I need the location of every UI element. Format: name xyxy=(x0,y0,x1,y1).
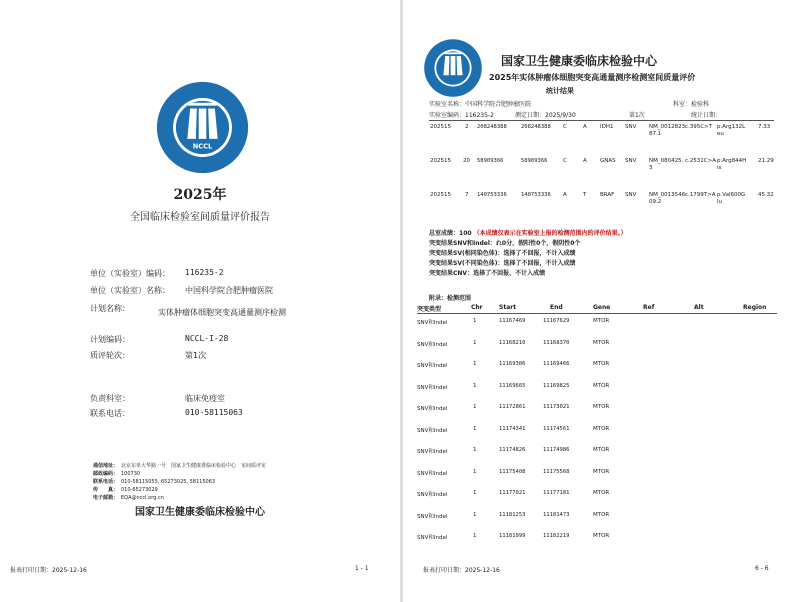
report-title: 全国临床检验室间质量评价报告 xyxy=(130,212,270,223)
summary-line: 突变结果CNV：选择了不回报，不计入成绩 xyxy=(429,270,546,277)
cell-end: 11177181 xyxy=(543,490,570,496)
field-value: NCCL-I-28 xyxy=(185,334,229,343)
col-header: Alt xyxy=(694,304,704,311)
cell-vaf: 7.33 xyxy=(758,124,771,130)
contact-value: 010-58115055, 65273025, 58115063 xyxy=(121,479,216,485)
dept-value: 检验科 xyxy=(691,101,710,108)
field-value: 010-58115063 xyxy=(185,408,243,417)
cell-transcript: NM_0013546 09.2 xyxy=(649,192,686,205)
cell-gene: GNAS xyxy=(600,158,616,164)
cell-gene: MTOR xyxy=(593,447,610,453)
cell-gene: MTOR xyxy=(593,425,610,432)
cell-type: SNV xyxy=(625,158,637,164)
range-row xyxy=(403,383,800,393)
cell-chr: 1 xyxy=(473,382,477,389)
cell-start: 11169306 xyxy=(499,361,526,367)
range-row xyxy=(403,340,800,350)
header-rule xyxy=(429,120,774,121)
field-label: 计划编码： xyxy=(90,335,130,344)
eval-date-value: 2025/9/30 xyxy=(545,112,576,119)
cell-end: 11167629 xyxy=(543,318,570,324)
eval-date-line xyxy=(515,110,576,119)
range-row xyxy=(403,533,800,543)
center-name: 国家卫生健康委临床检验中心 xyxy=(501,54,658,68)
range-row xyxy=(403,318,800,328)
cell-type: SNV xyxy=(625,192,637,198)
cell-gene: MTOR xyxy=(593,361,610,367)
cell-protein: p.Arg844H is xyxy=(717,158,747,171)
section-title: 统计结果 xyxy=(546,87,574,95)
range-row xyxy=(403,512,800,522)
cell-gene: MTOR xyxy=(593,318,610,324)
cell-end: 11169825 xyxy=(543,382,570,389)
lab-name-label: 实验室名称： xyxy=(429,101,466,108)
result-row xyxy=(403,124,800,144)
print-date: 报表打印日期：2025-12-16 xyxy=(10,567,87,574)
lab-name-line xyxy=(429,99,531,108)
cell-ref: A xyxy=(563,192,567,198)
score-note: （本成绩仅表示在实验室上报的检测范围内的评价结果。） xyxy=(473,230,627,237)
contact-value: 100730 xyxy=(121,471,141,477)
cell-sample: 202515 xyxy=(430,158,451,164)
cell-cdna: c.1799T>A xyxy=(685,192,716,198)
cell-end: 11169466 xyxy=(543,361,570,367)
field-label: 联系电话： xyxy=(90,409,130,418)
field-value: 实体肿瘤体细胞突变高通量测序检测 xyxy=(158,308,286,317)
cell-no: 2 xyxy=(465,124,469,130)
cell-vaf: 21.29 xyxy=(758,158,774,164)
col-header: Ref xyxy=(643,304,655,311)
range-row xyxy=(403,404,800,414)
cell-start: 208248388 xyxy=(477,124,507,130)
cell-gene: MTOR xyxy=(593,533,610,539)
range-row xyxy=(403,490,800,500)
field-value: 中国科学院合肥肿瘤医院 xyxy=(185,286,273,295)
appendix-title: 附录：检测范围 xyxy=(429,295,472,302)
cell-end: 58909366 xyxy=(521,158,548,164)
cell-chr: 1 xyxy=(473,318,477,324)
cell-chr: 1 xyxy=(473,361,477,367)
statistics-page xyxy=(403,0,800,602)
cell-protein: p.Val600G lu xyxy=(717,192,746,205)
cell-type: SNV和Indel xyxy=(417,363,448,369)
cell-cdna: c.2531C>A xyxy=(685,158,716,164)
summary-line: 突变结果SV(不同染色体)：选择了不回报，不计入成绩 xyxy=(429,260,576,267)
summary-line: 突变结果SNV和Indel：れ0分，假阳性0个，假阴性0个 xyxy=(429,240,581,247)
cell-end: 208248388 xyxy=(521,124,551,130)
field-label: 单位（实验室）名称： xyxy=(90,286,170,295)
result-row xyxy=(403,192,800,212)
col-header: Chr xyxy=(471,304,483,311)
field-value: 第1次 xyxy=(185,351,207,360)
col-header: Start xyxy=(499,304,517,311)
cell-chr: 1 xyxy=(473,404,477,410)
field-value: 116235-2 xyxy=(185,268,224,277)
field-label: 质评轮次： xyxy=(90,351,130,360)
cell-ref: C xyxy=(563,124,567,130)
cell-gene: MTOR xyxy=(593,404,610,410)
col-header: 突变类型 xyxy=(417,306,442,313)
cell-chr: 1 xyxy=(473,511,477,518)
summary-line: 突变结果SV(相同染色体)：选择了不回报，不计入成绩 xyxy=(429,250,576,257)
report-subtitle: 2025年实体肿瘤体细胞突变高通量测序检测室间质量评价 xyxy=(489,73,696,82)
dept-line xyxy=(673,99,709,108)
round-value: 第1次 xyxy=(629,112,645,119)
page-number: 1 - 1 xyxy=(355,565,369,572)
report-year: 2025年 xyxy=(173,187,227,203)
cell-end: 11173021 xyxy=(543,404,570,410)
contact-info xyxy=(93,462,266,502)
cell-protein: p.Arg132L eu xyxy=(717,124,746,137)
contact-key: 通信地址： xyxy=(93,463,119,469)
cell-chr: 1 xyxy=(473,490,477,496)
cell-type: SNV和Indel xyxy=(417,320,448,326)
cell-start: 58909366 xyxy=(477,158,504,164)
cell-type: SNV和Indel xyxy=(417,535,448,541)
cell-gene: MTOR xyxy=(593,490,610,496)
cell-type: SNV和Indel xyxy=(417,406,448,412)
field-label: 负责科室： xyxy=(90,394,130,403)
cell-transcript: NM_0012823 87.1 xyxy=(649,124,686,137)
cell-type: SNV xyxy=(625,124,637,130)
cell-no: 7 xyxy=(465,192,469,198)
cell-cdna: c.395C>T xyxy=(685,124,713,130)
page-number: 6 - 6 xyxy=(755,565,769,572)
col-header: Region xyxy=(743,304,767,311)
cell-end: 11182219 xyxy=(543,533,570,539)
cell-end: 11175568 xyxy=(543,468,570,475)
print-date: 报表打印日期：2025-12-16 xyxy=(423,567,500,574)
cell-gene: MTOR xyxy=(593,382,610,389)
score-line xyxy=(429,228,627,237)
cell-type: SNV和Indel xyxy=(417,449,448,455)
cell-start: 11174341 xyxy=(499,425,526,432)
contact-value: 010-65273029 xyxy=(121,487,158,493)
cell-start: 11177021 xyxy=(499,490,526,496)
contact-key: 邮政编码： xyxy=(93,471,119,477)
score-value: 100 xyxy=(459,230,472,237)
cell-gene: IDH1 xyxy=(600,124,614,130)
nccl-logo-icon xyxy=(155,80,250,175)
col-header: Gene xyxy=(593,304,611,311)
cell-start: 11181999 xyxy=(499,533,526,539)
lab-code-label: 实验室编码： xyxy=(429,112,466,119)
cell-gene: MTOR xyxy=(593,339,610,346)
field-label: 单位（实验室）编码： xyxy=(90,269,170,278)
cell-chr: 1 xyxy=(473,533,477,539)
col-header: End xyxy=(550,304,563,311)
cell-ref: C xyxy=(563,158,567,164)
center-name: 国家卫生健康委临床检验中心 xyxy=(135,507,265,518)
lab-code-value: 116235-2 xyxy=(465,112,494,119)
cell-sample: 202515 xyxy=(430,192,451,198)
cell-type: SNV和Indel xyxy=(417,513,448,520)
field-value: 临床免疫室 xyxy=(185,394,225,403)
dept-label: 科室： xyxy=(673,101,692,108)
field-label: 计划名称： xyxy=(90,304,130,313)
cell-end: 11168370 xyxy=(543,339,570,346)
cell-start: 11172861 xyxy=(499,404,526,410)
cell-start: 11175408 xyxy=(499,468,526,475)
cell-gene: MTOR xyxy=(593,511,610,518)
cell-transcript: NM_080425. 3 xyxy=(649,158,684,171)
contact-key: 联系电话： xyxy=(93,479,119,485)
eval-date-label: 测定日期： xyxy=(515,112,546,119)
cell-end: 11181473 xyxy=(543,511,570,518)
cell-vaf: 45.32 xyxy=(758,192,774,198)
cell-type: SNV和Indel xyxy=(417,384,448,391)
nccl-logo-icon xyxy=(423,38,483,98)
table-rule xyxy=(417,313,777,314)
cell-gene: BRAF xyxy=(600,192,615,198)
cell-type: SNV和Indel xyxy=(417,341,448,348)
cell-alt: T xyxy=(583,192,587,198)
cell-type: SNV和Indel xyxy=(417,427,448,434)
range-row xyxy=(403,361,800,371)
cell-type: SNV和Indel xyxy=(417,470,448,477)
cell-start: 11181253 xyxy=(499,511,526,518)
cell-sample: 202515 xyxy=(430,124,451,130)
lab-code-line xyxy=(429,110,494,119)
cell-start: 11168210 xyxy=(499,339,526,346)
cell-chr: 1 xyxy=(473,447,477,453)
stat-date-label: 统计日期： xyxy=(691,112,722,119)
contact-key: 传 真： xyxy=(93,487,119,493)
contact-value: 北京东单大华路一号 国家卫生健康委临床检验中心 室间质评室 xyxy=(121,463,267,469)
cell-end: 11174561 xyxy=(543,425,570,432)
cell-type: SNV和Indel xyxy=(417,492,448,498)
cell-start: 11174826 xyxy=(499,447,526,453)
svg-text:NCCL: NCCL xyxy=(192,142,213,151)
cell-end: 140753336 xyxy=(521,192,551,198)
cell-alt: A xyxy=(583,158,587,164)
cell-start: 140753336 xyxy=(477,192,507,198)
range-row xyxy=(403,469,800,479)
lab-name-value: 中国科学院合肥肿瘤医院 xyxy=(465,101,532,108)
cell-end: 11174986 xyxy=(543,447,570,453)
range-row xyxy=(403,426,800,436)
cell-start: 11167469 xyxy=(499,318,526,324)
cell-gene: MTOR xyxy=(593,468,610,475)
cell-no: 20 xyxy=(463,158,470,164)
contact-value: EQA@nccl.org.cn xyxy=(121,495,164,501)
range-row xyxy=(403,447,800,457)
cell-start: 11169665 xyxy=(499,382,526,389)
cell-chr: 1 xyxy=(473,468,477,475)
result-row xyxy=(403,158,800,178)
score-label: 总室成绩： xyxy=(429,230,460,237)
cell-chr: 1 xyxy=(473,339,477,346)
cell-alt: A xyxy=(583,124,587,130)
contact-key: 电子邮箱： xyxy=(93,495,119,501)
cell-chr: 1 xyxy=(473,425,477,432)
